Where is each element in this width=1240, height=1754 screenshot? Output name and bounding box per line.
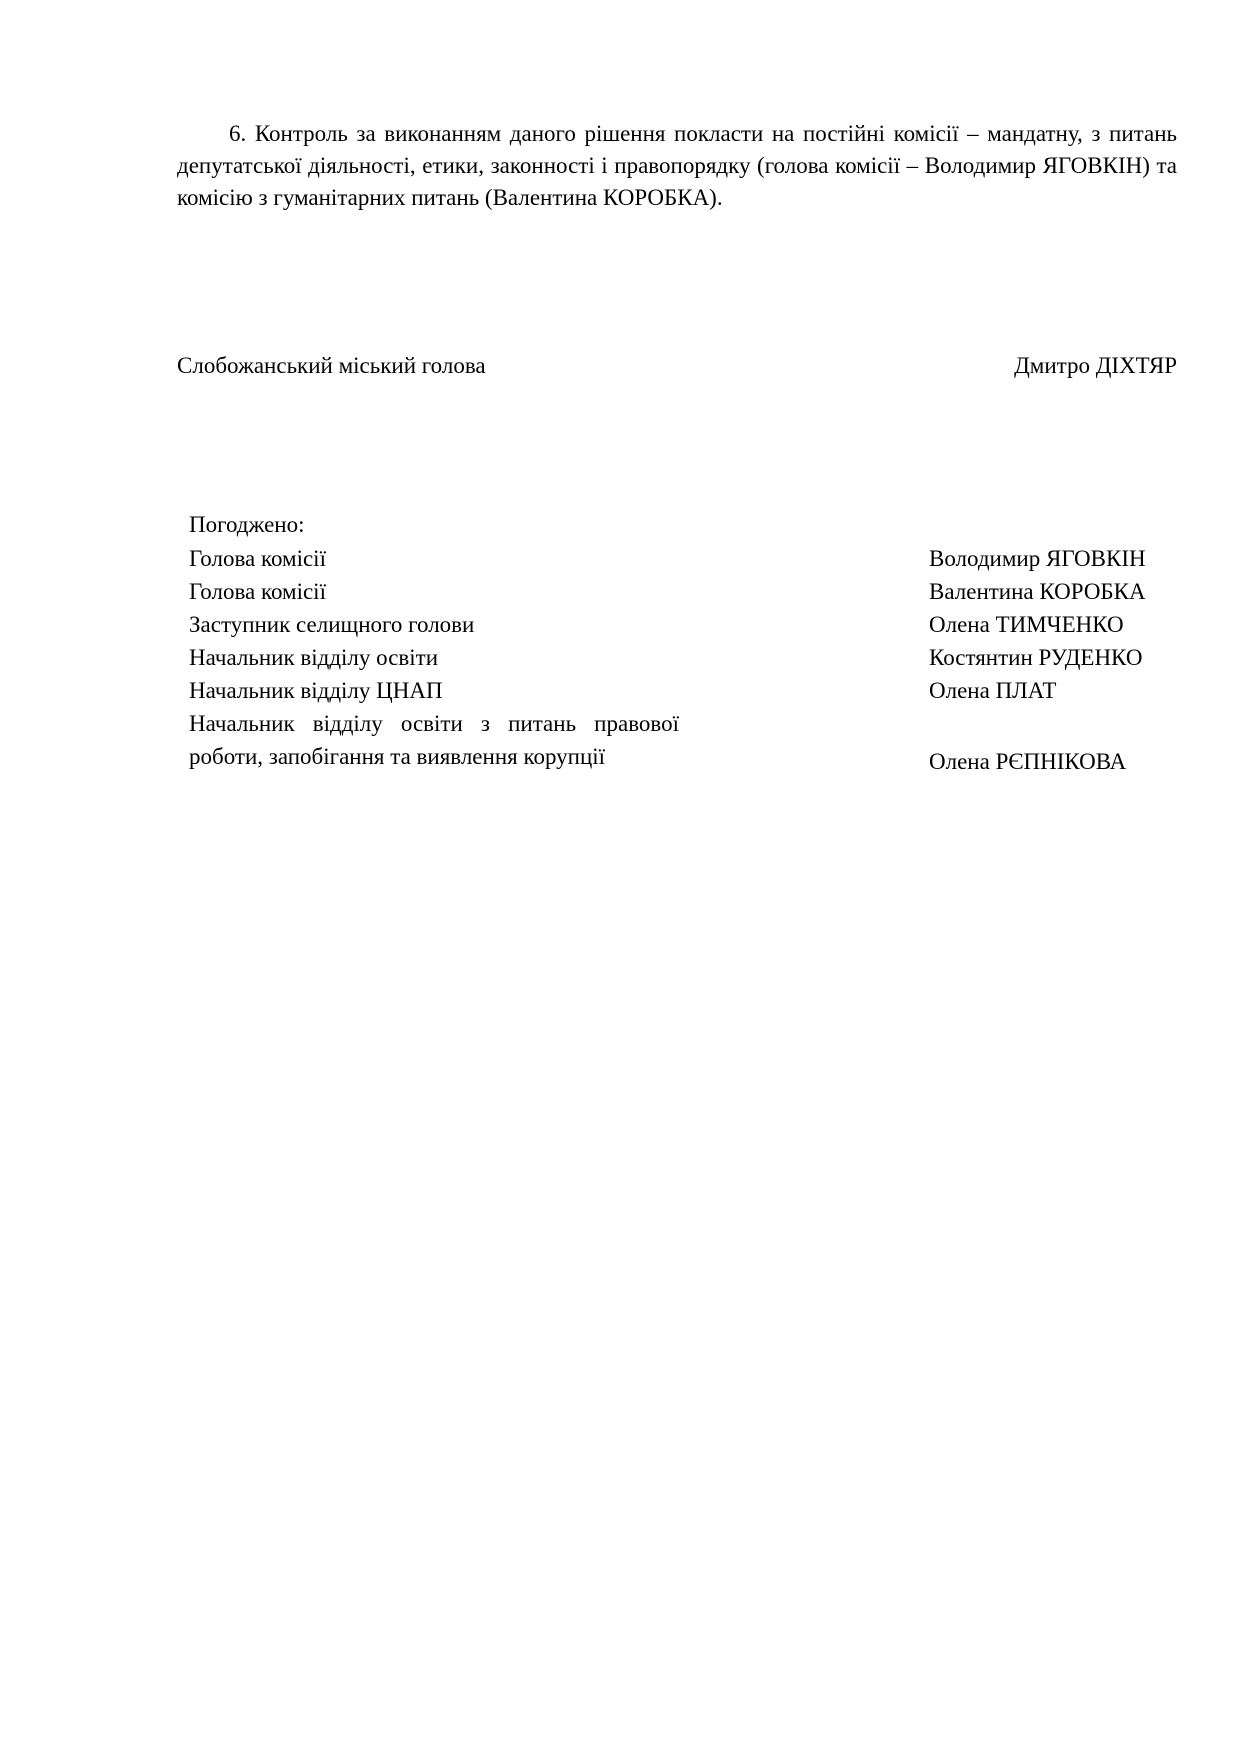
approval-role: Начальник відділу ЦНАП [189, 678, 443, 703]
approval-row [189, 575, 1169, 608]
approval-role: Голова комісії [189, 546, 326, 571]
approval-row [189, 641, 1169, 674]
approval-role: Начальник відділу освіти з питань правової роботи, запобігання та виявлення корупції [189, 711, 679, 769]
approval-row [189, 608, 1169, 641]
approval-name: Костянтин РУДЕНКО [929, 645, 1143, 670]
approval-name: Валентина КОРОБКА [929, 579, 1146, 604]
approval-name: Олена РЄПНІКОВА [929, 749, 1127, 774]
approval-row [189, 707, 1169, 773]
mayor-signature-row [177, 350, 1177, 382]
approval-name: Олена ПЛАТ [929, 678, 1057, 703]
approved-heading: Погоджено: [189, 512, 305, 537]
approval-role: Голова комісії [189, 579, 326, 604]
control-paragraph: 6. Контроль за виконанням даного рішення покласти на постійні комісії – мандатну, з питань депутатської діяльності, етики, законності і правопорядку (голова комісії – Володимир ЯГОВКІН) та комісію з гуманітарних питань (Валентина КОРОБКА). [177, 121, 1177, 210]
approval-name: Володимир ЯГОВКІН [929, 546, 1146, 571]
approval-row [189, 542, 1169, 575]
approval-name: Олена ТИМЧЕНКО [929, 612, 1124, 637]
mayor-title: Слобожанський міський голова [177, 353, 486, 378]
approval-role: Заступник селищного голови [189, 612, 475, 637]
approval-row [189, 674, 1169, 707]
approval-role: Начальник відділу освіти [189, 645, 439, 670]
approvals-list [189, 542, 1169, 773]
mayor-name: Дмитро ДІХТЯР [1014, 353, 1177, 378]
